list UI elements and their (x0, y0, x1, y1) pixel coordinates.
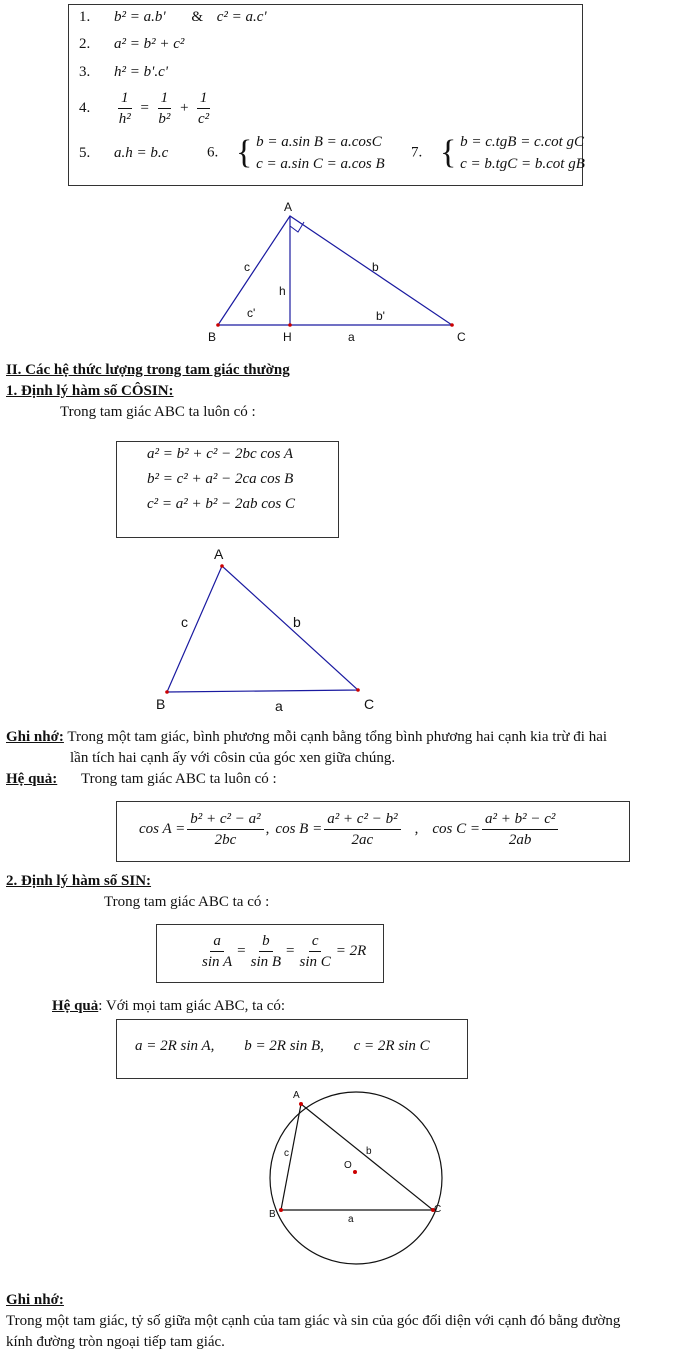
sine-corollary: Hệ quả: Với mọi tam giác ABC, ta có: (52, 998, 286, 1014)
sine-law-box (156, 924, 384, 983)
side-c-label: c (244, 260, 250, 274)
vertex-c-label: C (434, 1204, 442, 1215)
foot-h-label: H (283, 330, 292, 344)
formula-1: 1. b² = a.b' & c² = a.c' (79, 9, 267, 25)
cosine-note: Ghi nhớ: Trong một tam giác, bình phương mỗi cạnh bằng tổng bình phương hai cạnh kia trừ đi hai (6, 729, 608, 745)
formula-2: 2. a² = b² + c² (79, 36, 185, 52)
cosine-law-intro: Trong tam giác ABC ta luôn có : (60, 404, 256, 420)
triangle-figure (150, 544, 390, 714)
sine-law-formula: $\frac{a}{\text{sin A}}$ = $\frac{b}{\text{sin B}}$ = $\frac{c}{\text{sin C}}$ = 2R (202, 933, 367, 970)
right-triangle-diagram (200, 198, 480, 348)
side-b-label: b (366, 1146, 372, 1157)
formula-box-right-triangle (68, 4, 583, 186)
sine-note-line1: Trong một tam giác, tỷ số giữa một cạnh của tam giác và sin của góc đối diện với cạnh đó bằng đường (6, 1313, 621, 1329)
sine-note-line2: kính đường tròn ngoại tiếp tam giác. (6, 1334, 225, 1350)
center-o-label: O (344, 1160, 352, 1171)
side-c-label: c (284, 1148, 289, 1159)
sine-note-label: Ghi nhớ: (6, 1292, 64, 1308)
circumcircle-diagram (262, 1084, 452, 1274)
vertex-a-label: A (293, 1090, 300, 1101)
vertex-a-label: A (284, 200, 293, 214)
cosine-law-box (116, 441, 339, 538)
sine-corollary-box (116, 1019, 468, 1079)
side-a-label: a (275, 698, 283, 714)
cosine-formula-c: c² = a² + b² − 2ab cos C (147, 496, 296, 512)
vertex-c-label: C (457, 330, 466, 344)
cosine-formula-b: b² = c² + a² − 2ca cos B (147, 471, 294, 487)
formula-3: 3. h² = b'.c' (79, 64, 168, 80)
section-heading: II. Các hệ thức lượng trong tam giác thường (6, 362, 290, 378)
segment-c-prime-label: c' (247, 306, 256, 320)
height-h-label: h (279, 284, 286, 298)
cosine-law-heading: 1. Định lý hàm số CÔSIN: (6, 383, 174, 399)
cosine-formula-a: a² = b² + c² − 2bc cos A (147, 446, 294, 462)
side-b-label: b (372, 260, 379, 274)
cosine-corollary-box (116, 801, 630, 862)
segment-b-prime-label: b' (376, 309, 385, 323)
vertex-a-label: A (214, 546, 224, 562)
vertex-b-label: B (208, 330, 217, 344)
circumcircle-figure (262, 1084, 452, 1274)
sine-law-intro: Trong tam giác ABC ta có : (104, 894, 270, 910)
cosine-corollary: Hệ quả: Trong tam giác ABC ta luôn có : (6, 771, 277, 787)
formula-5: 5. a.h = b.c (79, 145, 169, 161)
sine-corollary-formulas: a = 2R sin A, b = 2R sin B, c = 2R sin C (135, 1038, 430, 1054)
formula-4: 4. $\frac{1}{\text{h²}}$ = $\frac{1}{\text{b²}}$ + $\frac{1}{\text{c²}}$ (79, 90, 210, 127)
vertex-c-label: C (364, 696, 375, 712)
side-b-label: b (293, 614, 301, 630)
right-triangle-figure (200, 198, 480, 348)
side-a-label: a (348, 330, 355, 344)
vertex-b-label: B (269, 1209, 276, 1220)
side-a-label: a (348, 1214, 354, 1225)
formula-6: 6. { b = a.sin B = a.cosC c = a.sin C = a.cos B (207, 134, 385, 172)
cosine-corollary-formulas: cos A = $\frac{\text{b² + c² − a²}}{2bc}$ , cos B = $\frac{\text{a² + c² − b²}}{2ac}$ , cos C = $\frac{\text{a² + b² − c²}}{2ab}$ (139, 810, 560, 849)
side-c-label: c (181, 614, 188, 630)
formula-7: 7. { b = c.tgB = c.cot gC c = b.tgC = b.cot gB (411, 134, 585, 172)
vertex-b-label: B (156, 696, 166, 712)
sine-law-heading: 2. Định lý hàm số SIN: (6, 873, 152, 889)
cosine-note-cont: lần tích hai cạnh ấy với côsin của góc xen giữa chúng. (70, 750, 396, 766)
